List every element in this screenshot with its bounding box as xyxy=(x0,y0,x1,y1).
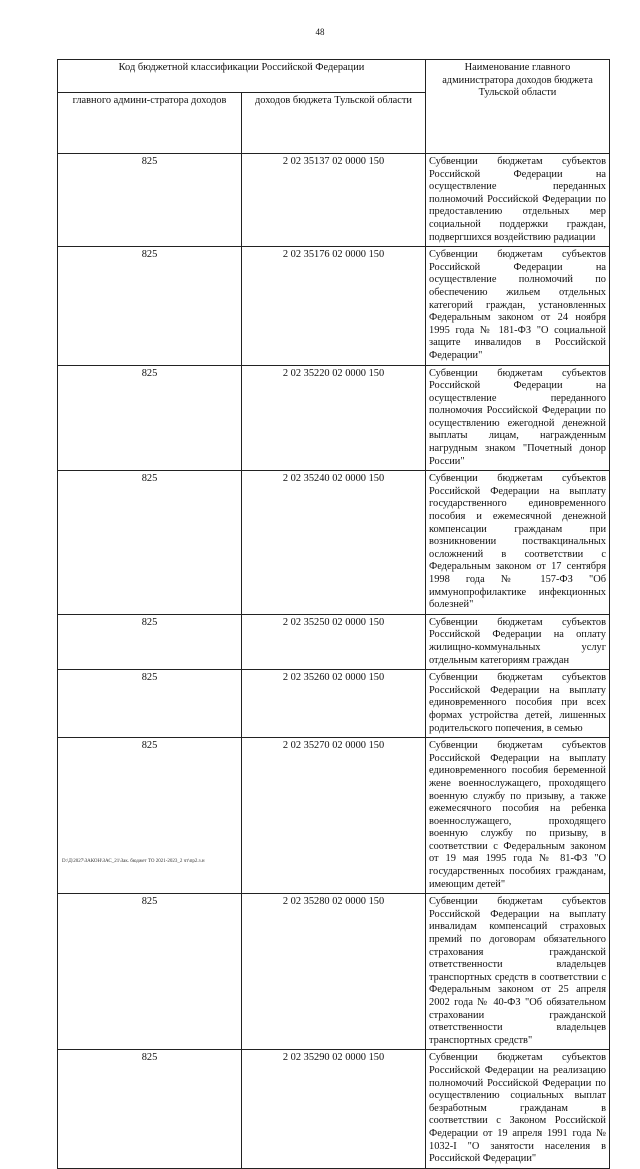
income-code-cell: 2 02 35280 02 0000 150 xyxy=(242,894,426,1050)
income-name-cell: Субвенции бюджетам субъектов Российской Федерации на выплату инвалидам компенсаций страховых премий по договорам обязательного страхования гражданской ответственности владельцев транспортных средств в соответствии с Федеральным законом от 25 апреля 2002 года № 40-ФЗ "Об обязательном страховании гражданской ответственности владельцев транспортных средств" xyxy=(426,894,610,1050)
name-column-header: Наименование главного администратора доходов бюджета Тульской области xyxy=(426,60,610,154)
income-name-cell: Субвенции бюджетам субъектов Российской Федерации на выплату единовременного пособия беременной жене военнослужащего, проходящего военную службу по призыву, а также ежемесячного пособия на ребенка военнослужащего, проходящего военную службу по призыву, в соответствии с Федеральным законом от 19 мая 1995 года № 81-ФЗ "О государственных пособиях гражданам, имеющим детей" xyxy=(426,738,610,894)
file-path-footer: D:\Д\2027\ЗАКОН\ЗАС_21\Зак. бюджет ТО 2021-2023_2 чт\пр2.з.н xyxy=(62,859,205,864)
budget-classification-table xyxy=(57,59,610,1169)
admin-code-cell: 825 xyxy=(58,365,242,471)
table-row xyxy=(58,894,610,1050)
income-name-cell: Субвенции бюджетам субъектов Российской Федерации на осуществление полномочий по обеспечению жильем отдельных категорий граждан, установленных Федеральным законом от 24 ноября 1995 года № 181-ФЗ "О социальной защите инвалидов в Российской Федерации" xyxy=(426,247,610,365)
income-code-cell: 2 02 35270 02 0000 150 xyxy=(242,738,426,894)
admin-code-cell: 825 xyxy=(58,1050,242,1168)
admin-code-cell: 825 xyxy=(58,154,242,247)
code-group-header: Код бюджетной классификации Российской Федерации xyxy=(58,60,426,93)
table-row xyxy=(58,247,610,365)
admin-column-header: главного админи-стратора доходов xyxy=(58,93,242,154)
table-row xyxy=(58,1050,610,1168)
table-row xyxy=(58,365,610,471)
income-name-cell: Субвенции бюджетам субъектов Российской Федерации на осуществление переданного полномочия Российской Федерации по осуществлению ежегодной денежной выплаты лицам, награжденным нагрудным знаком "Почетный донор России" xyxy=(426,365,610,471)
income-code-cell: 2 02 35240 02 0000 150 xyxy=(242,471,426,615)
admin-code-cell: 825 xyxy=(58,894,242,1050)
table-row xyxy=(58,471,610,615)
income-name-cell: Субвенции бюджетам субъектов Российской Федерации на оплату жилищно-коммунальных услуг отдельным категориям граждан xyxy=(426,614,610,669)
admin-code-cell: 825 xyxy=(58,247,242,365)
admin-code-cell: 825 xyxy=(58,471,242,615)
admin-code-cell: 825 xyxy=(58,614,242,669)
income-code-cell: 2 02 35220 02 0000 150 xyxy=(242,365,426,471)
income-name-cell: Субвенции бюджетам субъектов Российской Федерации на выплату государственного единовременного пособия и ежемесячной денежной компенсации гражданам при возникновении поствакцинальных осложнений в соответствии с Федеральным законом от 17 сентября 1998 года № 157-ФЗ "Об иммунопрофилактике инфекционных болезней" xyxy=(426,471,610,615)
income-name-cell: Субвенции бюджетам субъектов Российской Федерации на выплату единовременного пособия при всех формах устройства детей, лишенных родительского попечения, в семью xyxy=(426,670,610,738)
income-code-cell: 2 02 35250 02 0000 150 xyxy=(242,614,426,669)
table-row xyxy=(58,670,610,738)
admin-code-cell: 825 xyxy=(58,670,242,738)
income-code-cell: 2 02 35137 02 0000 150 xyxy=(242,154,426,247)
admin-code-cell: 825 xyxy=(58,738,242,894)
table-header-row xyxy=(58,60,610,93)
income-name-cell: Субвенции бюджетам субъектов Российской Федерации на реализацию полномочий Российской Федерации по осуществлению социальных выплат безработным гражданам в соответствии с Законом Российской Федерации от 19 апреля 1991 года № 1032-I "О занятости населения в Российской Федерации" xyxy=(426,1050,610,1168)
table-body xyxy=(58,154,610,1169)
table-row xyxy=(58,738,610,894)
income-code-cell: 2 02 35260 02 0000 150 xyxy=(242,670,426,738)
income-code-cell: 2 02 35290 02 0000 150 xyxy=(242,1050,426,1168)
table-row xyxy=(58,154,610,247)
income-column-header: доходов бюджета Тульской области xyxy=(242,93,426,154)
page-number: 48 xyxy=(315,27,325,37)
table-row xyxy=(58,614,610,669)
income-code-cell: 2 02 35176 02 0000 150 xyxy=(242,247,426,365)
income-name-cell: Субвенции бюджетам субъектов Российской Федерации на осуществление переданных полномочий Российской Федерации по предоставлению отдельных мер социальной поддержки граждан, подвергшихся воздействию радиации xyxy=(426,154,610,247)
